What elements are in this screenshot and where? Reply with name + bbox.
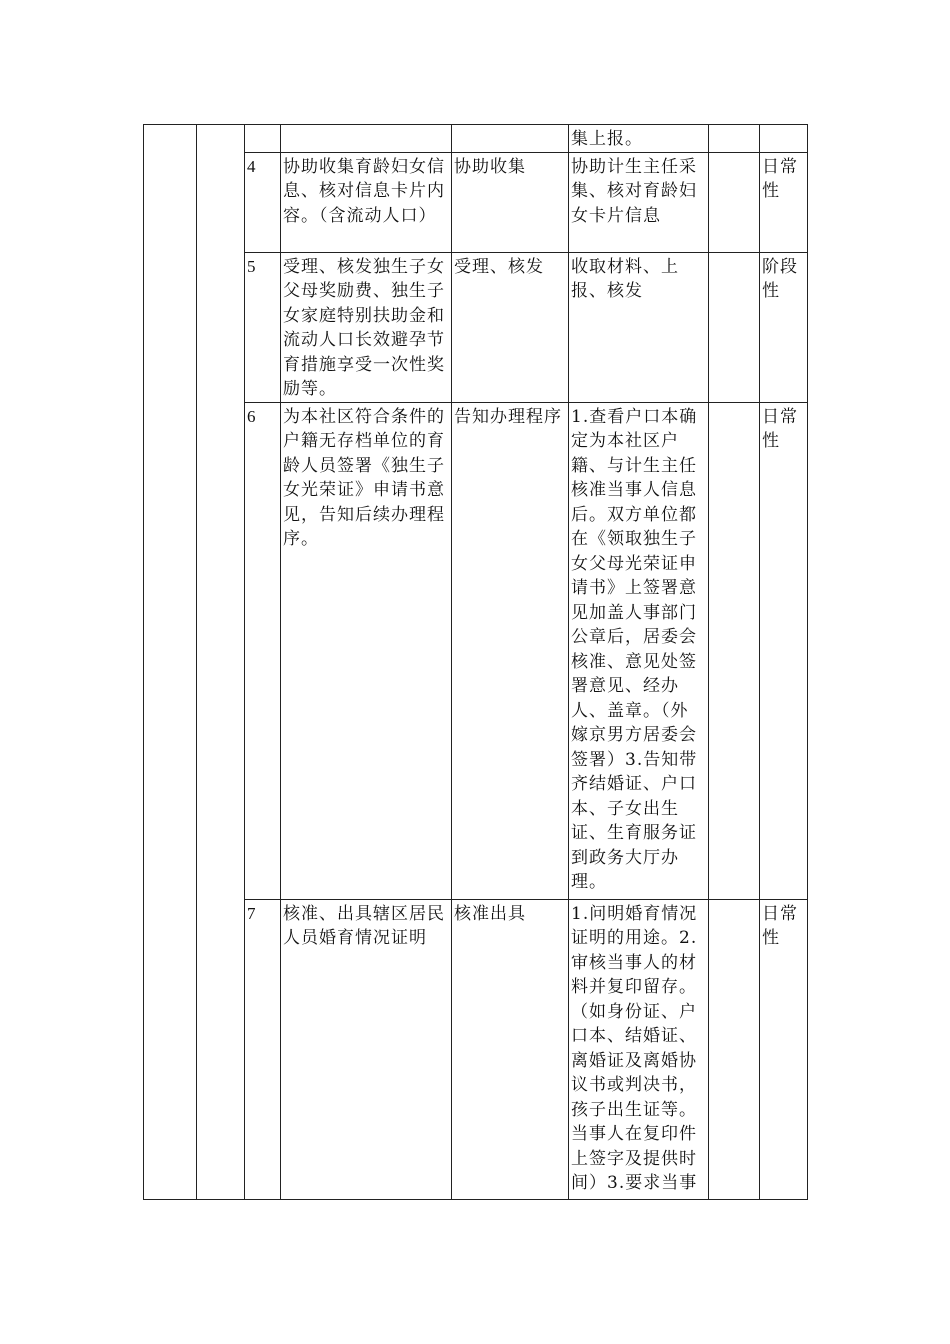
merged-category-cell [144, 125, 197, 1200]
work-detail: 集上报。 [569, 125, 709, 153]
row-number: 4 [245, 152, 281, 252]
extra-cell [709, 402, 760, 899]
duty-item: 协助收集育龄妇女信息、核对信息卡片内容。（含流动人口） [281, 152, 452, 252]
work-method: 受理、核发 [452, 252, 569, 402]
duty-type: 日常性 [760, 152, 808, 252]
work-method: 核准出具 [452, 899, 569, 1199]
row-number: 7 [245, 899, 281, 1199]
duty-item: 核准、出具辖区居民人员婚育情况证明 [281, 899, 452, 1199]
duty-table [143, 124, 808, 1200]
extra-cell [709, 252, 760, 402]
duty-type: 日常性 [760, 402, 808, 899]
duty-item [281, 125, 452, 153]
duty-type: 阶段性 [760, 252, 808, 402]
row-number: 6 [245, 402, 281, 899]
work-detail: 协助计生主任采集、核对育龄妇女卡片信息 [569, 152, 709, 252]
work-method: 协助收集 [452, 152, 569, 252]
extra-cell [709, 152, 760, 252]
work-detail: 收取材料、上报、核发 [569, 252, 709, 402]
extra-cell [709, 899, 760, 1199]
work-detail: 1.查看户口本确定为本社区户籍、与计生主任核准当事人信息后。双方单位都在《领取独生子女父母光荣证申请书》上签署意见加盖人事部门公章后，居委会核准、意见处签署意见、经办人、盖章。（外嫁京男方居委会签署）3.告知带齐结婚证、户口本、子女出生证、生育服务证到政务大厅办理。 [569, 402, 709, 899]
row-number [245, 125, 281, 153]
work-detail: 1.问明婚育情况证明的用途。2.审核当事人的材料并复印留存。（如身份证、户口本、结婚证、离婚证及离婚协议书或判决书，孩子出生证等。当事人在复印件上签字及提供时间）3.要求当事 [569, 899, 709, 1199]
row-number: 5 [245, 252, 281, 402]
duty-type: 日常性 [760, 899, 808, 1199]
work-method: 告知办理程序 [452, 402, 569, 899]
work-method [452, 125, 569, 153]
extra-cell [709, 125, 760, 153]
merged-subcategory-cell [197, 125, 245, 1200]
duty-type [760, 125, 808, 153]
duty-item: 为本社区符合条件的户籍无存档单位的育龄人员签署《独生子女光荣证》申请书意见，告知后续办理程序。 [281, 402, 452, 899]
table-row [144, 125, 808, 153]
duty-item: 受理、核发独生子女父母奖励费、独生子女家庭特别扶助金和流动人口长效避孕节育措施享受一次性奖励等。 [281, 252, 452, 402]
